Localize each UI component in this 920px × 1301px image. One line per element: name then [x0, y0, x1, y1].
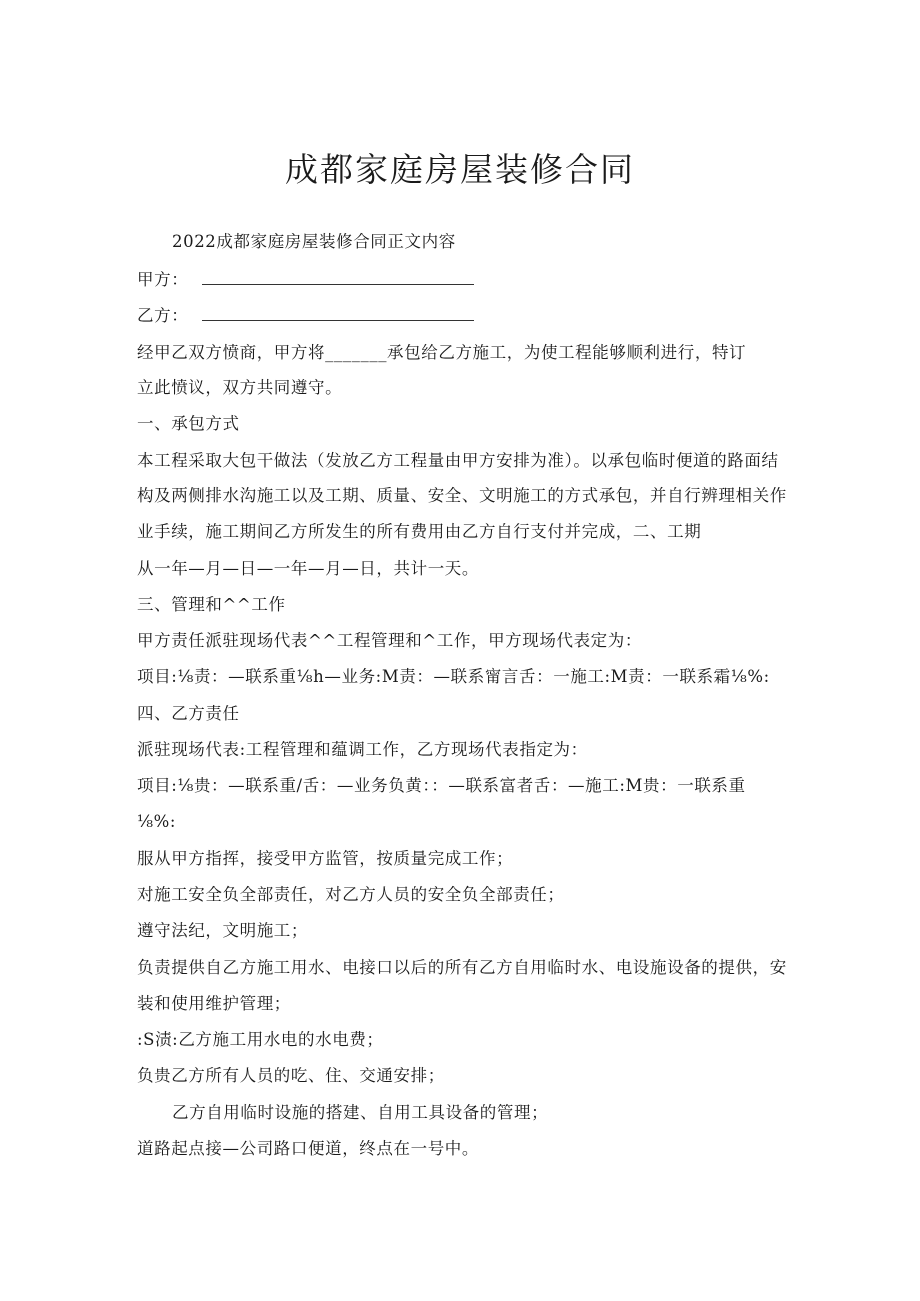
section-heading: 三、管理和^^工作 [137, 595, 286, 614]
party-a-blank-line [202, 284, 474, 285]
paragraph-line: 负贵乙方所有人员的吃、住、交通安排； [137, 1066, 445, 1085]
party-a-label: 甲方： [137, 270, 189, 289]
paragraph-line: 业手续，施工期间乙方所发生的所有费用由乙方自行支付并完成，二、工期 [137, 522, 702, 541]
paragraph-line: :S渍:乙方施工用水电的水电费； [137, 1030, 384, 1049]
paragraph-line: 遵守法纪，文明施工； [137, 921, 308, 940]
party-a-row [137, 268, 474, 292]
party-b-blank-line [202, 320, 474, 321]
paragraph-line: 负责提供自乙方施工用水、电接口以后的所有乙方自用临时水、电设施设备的提供，安 [137, 958, 787, 977]
paragraph-line: 立此愤议，双方共同遵守。 [137, 378, 343, 397]
document-title: 成都家庭房屋装修合同 [285, 150, 635, 189]
paragraph-line: ⅛%: [137, 812, 177, 831]
paragraph-line: 对施工安全负全部责任，对乙方人员的安全负全部责任； [137, 885, 565, 904]
paragraph-line: 经甲乙双方愤商，甲方将_______承包给乙方施工，为使工程能够顺利进行，特订 [137, 343, 747, 362]
paragraph-line: 从一年—月—日—一年—月—日，共计一天。 [137, 559, 479, 578]
paragraph-line: 装和使用维护管理； [137, 994, 291, 1013]
subtitle: 2022成都家庭房屋装修合同正文内容 [172, 232, 456, 251]
paragraph-line: 甲方责任派驻现场代表^^工程管理和^工作，甲方现场代表定为： [137, 631, 642, 650]
party-b-row [137, 304, 474, 328]
paragraph-line: 项目:⅛贵：—联系重/舌：—业务负黄：：—联系富者舌：—施工:M贵：一联系重 [137, 776, 746, 795]
paragraph-line: 本工程采取大包干做法（发放乙方工程量由甲方安排为准）。以承包临时便道的路面结 [137, 451, 779, 470]
paragraph-line: 乙方自用临时设施的搭建、自用工具设备的管理； [172, 1103, 549, 1122]
section-heading: 一、承包方式 [137, 414, 240, 433]
party-b-label: 乙方： [137, 306, 189, 325]
paragraph-line: 派驻现场代表:工程管理和蕴调工作，乙方现场代表指定为： [137, 740, 588, 759]
paragraph-line: 道路起点接—公司路口便道，终点在一号中。 [137, 1139, 479, 1158]
paragraph-line: 服从甲方指挥，接受甲方监管，按质量完成工作； [137, 849, 514, 868]
section-heading: 四、乙方责任 [137, 704, 240, 723]
paragraph-line: 构及两侧排水沟施工以及工期、质量、安全、文明施工的方式承包，并自行辨理相关作 [137, 486, 787, 505]
paragraph-line: 项目:⅛责：—联系重⅛h—业务:M责：—联系甯言舌：一施工:M责：一联系霜⅛%: [137, 667, 770, 686]
